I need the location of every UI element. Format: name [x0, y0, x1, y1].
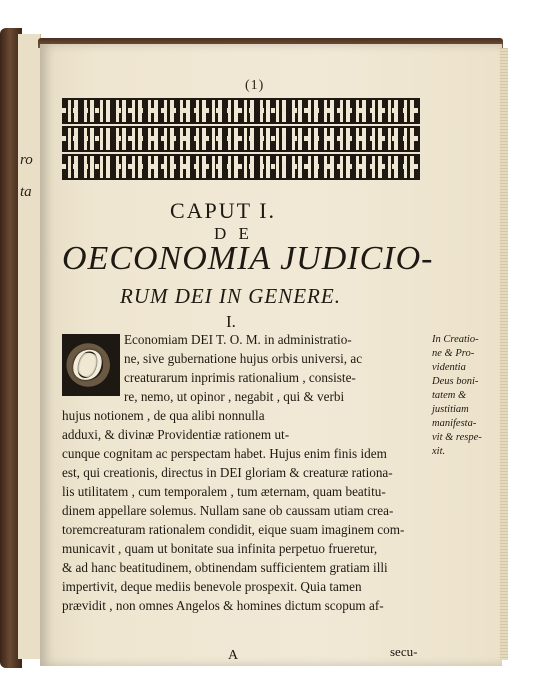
- body-line: Economiam DEI T. O. M. in administratio-: [124, 332, 352, 347]
- ornament-band-3: [62, 154, 420, 180]
- chapter-de: D E: [214, 224, 253, 243]
- marginal-note-line: tatem &: [432, 390, 467, 401]
- chapter-title-line-2: RUM DEI IN GENERE.: [120, 284, 341, 308]
- body-line: est, qui creationis, directus in DEI gloriam & creaturæ rationa-: [62, 465, 393, 480]
- marginal-note-line: manifesta-: [432, 418, 477, 429]
- body-line: impertivit, deque mediis benevole prospexit. Quia tamen: [62, 579, 362, 594]
- body-line: re, nemo, ut opinor , negabit , qui & verbi: [124, 389, 345, 404]
- left-page-fragment-1: ro: [20, 152, 33, 168]
- body-line: adduxi, & divinæ Providentiæ rationem ut-: [62, 427, 290, 442]
- decorated-initial: [62, 334, 120, 396]
- marginal-note-line: In Creatio-: [432, 334, 479, 345]
- body-line: creaturarum inprimis rationalium , consiste-: [124, 370, 356, 385]
- left-page-edge: [18, 34, 41, 659]
- book-page: [40, 44, 502, 666]
- body-line: dinem appellare solemus. Nullam sane ob caussam utiam crea-: [62, 503, 394, 518]
- page-edges: [500, 48, 508, 660]
- body-line: lis utilitatem , cum temporalem , tum æternam, quam beatitu-: [62, 484, 386, 499]
- body-line: toremcreaturam rationalem condidit, eique suam imaginem com-: [62, 522, 405, 537]
- body-line: prævidit , non omnes Angelos & homines dictum scopum af-: [62, 598, 384, 613]
- section-number: I.: [226, 312, 236, 331]
- body-line: municavit , quam ut bonitate sua infinita perpetuo frueretur,: [62, 541, 378, 556]
- body-line: hujus notionem , de qua alibi nonnulla: [62, 408, 265, 423]
- marginal-note-line: vit & respe-: [432, 432, 482, 443]
- signature-mark: A: [228, 648, 239, 663]
- body-line: ne, sive gubernatione hujus orbis universi, ac: [124, 351, 363, 366]
- marginal-note-line: Deus boni-: [432, 376, 479, 387]
- initial-letter: O: [71, 340, 103, 389]
- catchword: secu-: [390, 644, 418, 659]
- marginal-note-line: justitiam: [432, 404, 469, 415]
- marginal-note-line: ne & Pro-: [432, 348, 475, 359]
- chapter-title-line-1: OECONOMIA JUDICIO-: [62, 240, 434, 277]
- marginal-note-line: videntia: [432, 362, 466, 373]
- ornament-band-1: [62, 98, 420, 124]
- chapter-heading: CAPUT I.: [170, 198, 277, 223]
- body-line: cunque cognitam ac perspectam habet. Hujus enim finis idem: [62, 446, 387, 461]
- body-line: & ad hanc beatitudinem, obtinendam sufficientem gratiam illi: [62, 560, 388, 575]
- page-number: (1): [245, 78, 265, 93]
- left-page-fragment-2: ta: [20, 184, 32, 200]
- ornament-band-2: [62, 126, 420, 152]
- marginal-note-line: xit.: [432, 446, 446, 457]
